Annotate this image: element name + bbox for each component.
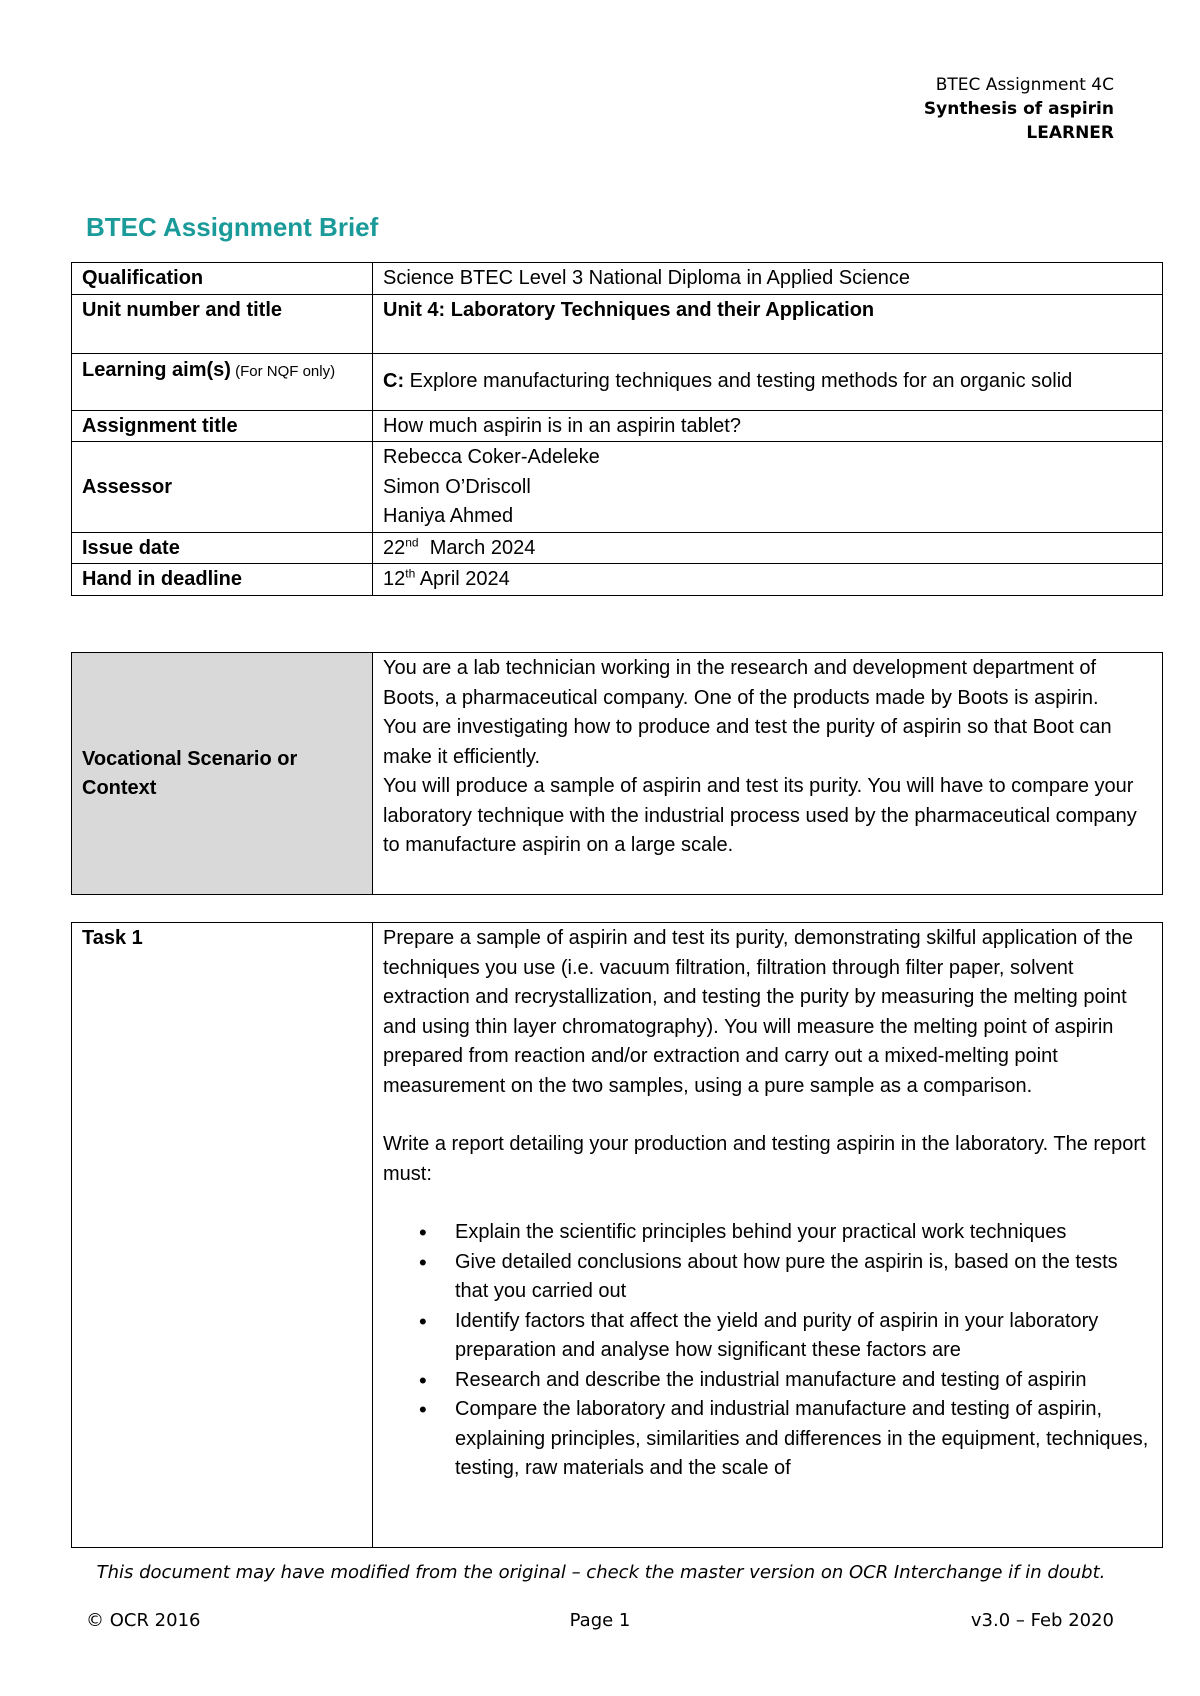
version: v3.0 – Feb 2020 xyxy=(970,1610,1114,1631)
issue-date-value: 22nd March 2024 xyxy=(373,532,1163,564)
scenario-paragraph: You are investigating how to produce and test the purity of aspirin so that Boot can make it efficiently. xyxy=(383,716,1112,768)
task-bullet: • Compare the laboratory and industrial manufacture and testing of aspirin, explaining principles, similarities and differences in the equipment, techniques, testing, raw materials and the scale of xyxy=(455,1395,1152,1484)
assignment-title-label: Assignment title xyxy=(72,410,373,442)
task-label: Task 1 xyxy=(72,923,373,1548)
learning-aim-label: Learning aim(s) (For NQF only) xyxy=(72,353,373,410)
brief-title: BTEC Assignment Brief xyxy=(86,212,379,242)
unit-label: Unit number and title xyxy=(72,294,373,353)
task-bullet: • Research and describe the industrial manufacture and testing of aspirin xyxy=(455,1366,1152,1396)
task-bullet: • Explain the scientific principles behind your practical work techniques xyxy=(455,1218,1152,1248)
task-bullet: • Give detailed conclusions about how pure the aspirin is, based on the tests that you carried out xyxy=(455,1248,1152,1307)
copyright: © OCR 2016 xyxy=(86,1610,201,1631)
page-footer xyxy=(86,1610,1114,1636)
assignment-info-table xyxy=(71,262,1163,596)
header-title: Synthesis of aspirin xyxy=(923,99,1114,119)
assessor-name: Haniya Ahmed xyxy=(383,505,514,527)
qualification-label: Qualification xyxy=(72,263,373,295)
task-bullet: • Identify factors that affect the yield and purity of aspirin in your laboratory preparation and analyse how significant these factors are xyxy=(455,1307,1152,1366)
task-bullet-list xyxy=(383,1218,1152,1484)
assessor-name: Rebecca Coker-Adeleke xyxy=(383,446,600,468)
footer-note: This document may have modified from the original – check the master version on OCR Interchange if in doubt. xyxy=(96,1562,1106,1583)
document-header xyxy=(924,73,1114,145)
task-table xyxy=(71,922,1163,1548)
nqf-note: (For NQF only) xyxy=(230,362,336,380)
task-paragraph: Write a report detailing your production and testing aspirin in the laboratory. The report must: xyxy=(383,1133,1146,1185)
scenario-paragraph: You will produce a sample of aspirin and test its purity. You will have to compare your laboratory technique with the industrial process used by the pharmaceutical company to manufacture aspirin on a large scale. xyxy=(383,775,1137,856)
deadline-label: Hand in deadline xyxy=(72,564,373,596)
scenario-table xyxy=(71,652,1163,895)
unit-value: Unit 4: Laboratory Techniques and their Application xyxy=(373,294,1163,353)
scenario-paragraph: You are a lab technician working in the research and development department of Boots, a pharmaceutical company. One of the products made by Boots is aspirin. xyxy=(383,657,1099,709)
issue-date-label: Issue date xyxy=(72,532,373,564)
assessor-name: Simon O’Driscoll xyxy=(383,475,531,498)
scenario-text xyxy=(373,653,1163,895)
assignment-title-value: How much aspirin is in an aspirin tablet? xyxy=(373,410,1163,442)
assessor-label: Assessor xyxy=(72,442,373,533)
learning-aim-value: C: Explore manufacturing techniques and testing methods for an organic solid xyxy=(373,353,1163,410)
task-text xyxy=(373,923,1163,1548)
qualification-value: Science BTEC Level 3 National Diploma in Applied Science xyxy=(373,263,1163,295)
assessor-list xyxy=(373,442,1163,533)
scenario-label: Vocational Scenario or Context xyxy=(72,653,373,895)
aim-code: C: xyxy=(383,370,405,393)
header-assignment: BTEC Assignment 4C xyxy=(935,75,1114,95)
task-paragraph: Prepare a sample of aspirin and test its purity, demonstrating skilful application of the techniques you use (i.e. vacuum filtration, filtration through filter paper, solvent extraction and recrystallization, and testing the purity by measuring the melting point and using thin layer chromatography). You will measure the melting point of aspirin prepared from reaction and/or extraction and carry out a mixed-melting point measurement on the two samples, using a pure sample as a comparison. xyxy=(383,927,1134,1097)
deadline-value: 12th April 2024 xyxy=(373,564,1163,596)
page-number: Page 1 xyxy=(569,1610,631,1631)
header-audience: LEARNER xyxy=(1026,123,1114,143)
